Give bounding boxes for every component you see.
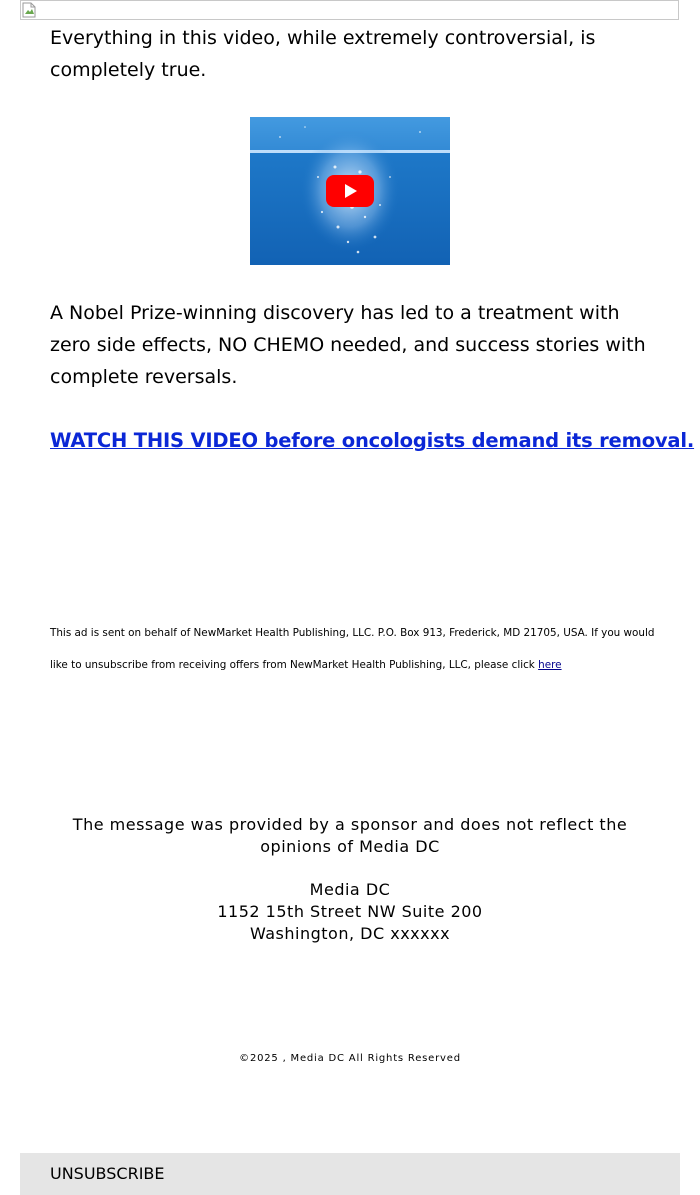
- sponsor-notice: The message was provided by a sponsor and does not reflect the opinions of Media DC: [72, 815, 628, 856]
- street-address: 1152 15th Street NW Suite 200: [217, 902, 483, 921]
- footer-bar: [20, 1153, 680, 1195]
- unsubscribe-here-link[interactable]: here: [538, 659, 562, 671]
- intro-text: Everything in this video, while extremely controversial, is completely true.: [50, 27, 596, 81]
- sender-disclaimer: [50, 617, 660, 681]
- disclaimer-text: This ad is sent on behalf of NewMarket Health Publishing, LLC. P.O. Box 913, Frederick, MD 21705, USA. If you would like to unsubscribe from receiving offers from NewMarket Health Publishing, LLC, please click: [50, 627, 655, 671]
- city-state: Washington, DC xxxxxx: [249, 924, 451, 943]
- copyright-notice: ©2025 , Media DC All Rights Reserved: [239, 1053, 461, 1064]
- video-thumbnail[interactable]: [250, 117, 450, 265]
- company-name: Media DC: [309, 880, 391, 899]
- play-button-icon[interactable]: [326, 175, 374, 207]
- broken-image-icon: [22, 2, 36, 18]
- mailing-address: [50, 879, 650, 945]
- unsubscribe-button[interactable]: UNSUBSCRIBE: [50, 1164, 165, 1183]
- watch-video-link[interactable]: WATCH THIS VIDEO before oncologists demand its removal.: [50, 429, 695, 452]
- claim-text: A Nobel Prize-winning discovery has led to a treatment with zero side effects, NO CHEMO needed, and success stories with complete reversals.: [50, 302, 646, 388]
- header-image-placeholder: [20, 0, 679, 20]
